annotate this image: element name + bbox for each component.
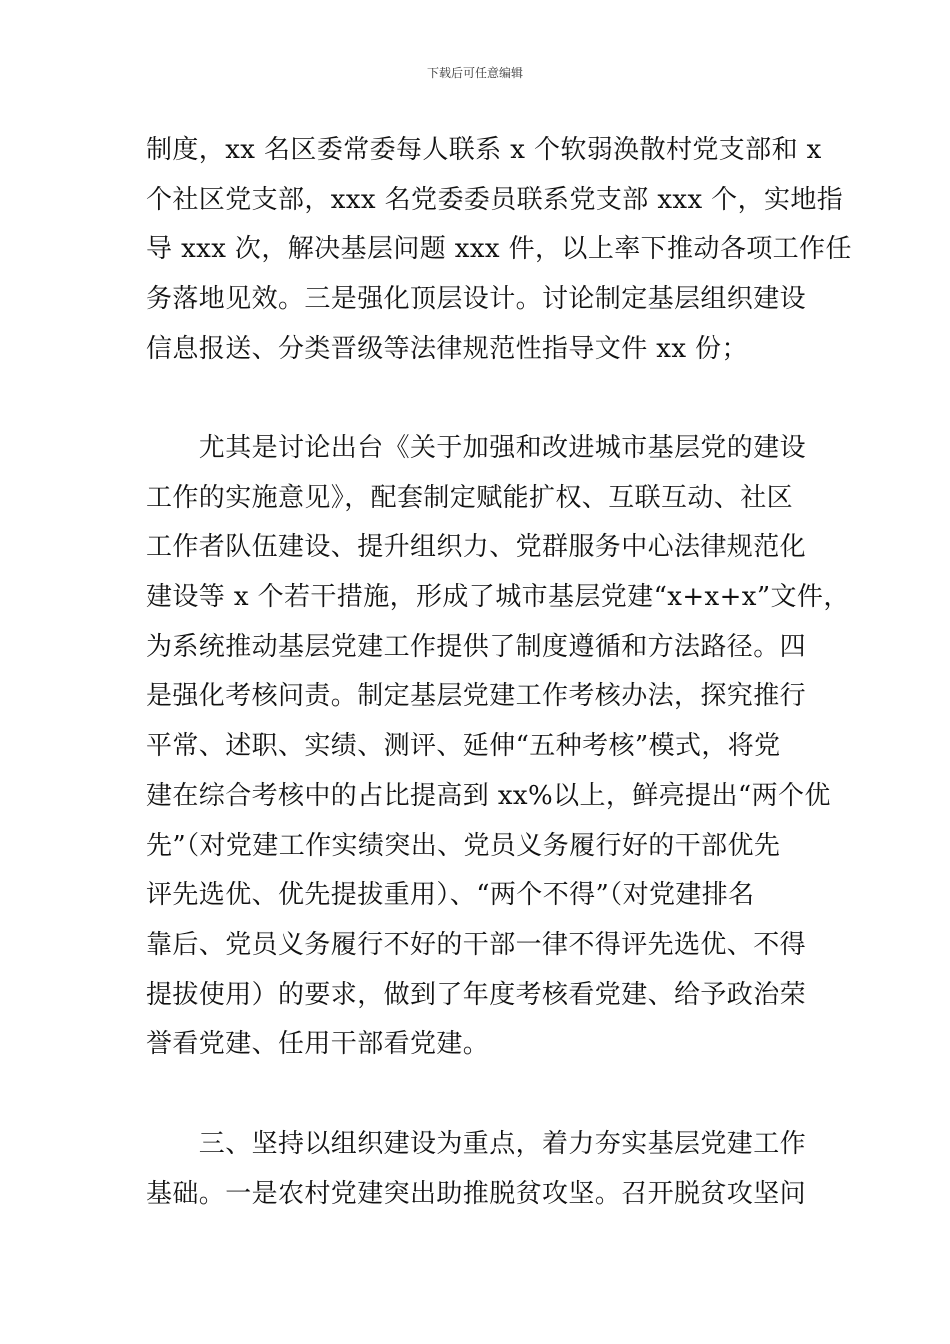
- paragraph-2: [146, 424, 850, 1070]
- text-line: 基础。一是农村党建突出助推脱贫攻坚。召开脱贫攻坚问: [146, 1178, 807, 1209]
- text-line: 平常、述职、实绩、测评、延伸“五种考核”模式，将党: [146, 731, 781, 762]
- text-line: 制度，xx 名区委常委每人联系 x 个软弱涣散村党支部和 x: [146, 135, 822, 165]
- text-line: 靠后、党员义务履行不好的干部一律不得评先选优、不得: [146, 929, 807, 960]
- text-line: 评先选优、优先提拔重用）、“两个不得”（对党建排名: [146, 880, 755, 911]
- paragraph-1: [146, 126, 852, 374]
- text-line: 个社区党支部，xxx 名党委委员联系党支部 xxx 个，实地指: [146, 184, 844, 215]
- text-line: 建设等 x 个若干措施，形成了城市基层党建“x+x+x”文件，: [146, 582, 850, 613]
- text-line: 信息报送、分类晋级等法律规范性指导文件 xx 份；: [146, 333, 748, 364]
- text-line: 是强化考核问责。制定基层党建工作考核办法，探究推行: [146, 681, 807, 712]
- text-line: 为系统推动基层党建工作提供了制度遵循和方法路径。四: [146, 631, 807, 662]
- text-line: 工作者队伍建设、提升组织力、党群服务中心法律规范化: [146, 532, 807, 563]
- paragraph-3: [146, 1120, 818, 1219]
- text-line: 建在综合考核中的占比提高到 xx%以上，鲜亮提出“两个优: [146, 780, 831, 811]
- page-header: 下载后可任意编辑: [426, 66, 523, 80]
- text-line: 誉看党建、任用干部看党建。: [146, 1029, 490, 1060]
- text-line: 务落地见效。三是强化顶层设计。讨论制定基层组织建设: [146, 284, 807, 315]
- text-line: 三、坚持以组织建设为重点，着力夯实基层党建工作: [146, 1129, 807, 1159]
- text-line: 提拔使用）的要求，做到了年度考核看党建、给予政治荣: [146, 979, 807, 1010]
- text-line: 工作的实施意见》，配套制定赋能扩权、互联互动、社区: [146, 482, 794, 513]
- text-line: 先”（对党建工作实绩突出、党员义务履行好的干部优先: [146, 830, 781, 861]
- text-line: 导 xxx 次，解决基层问题 xxx 件，以上率下推动各项工作任: [146, 234, 852, 265]
- text-line: 尤其是讨论出台《关于加强和改进城市基层党的建设: [146, 433, 807, 463]
